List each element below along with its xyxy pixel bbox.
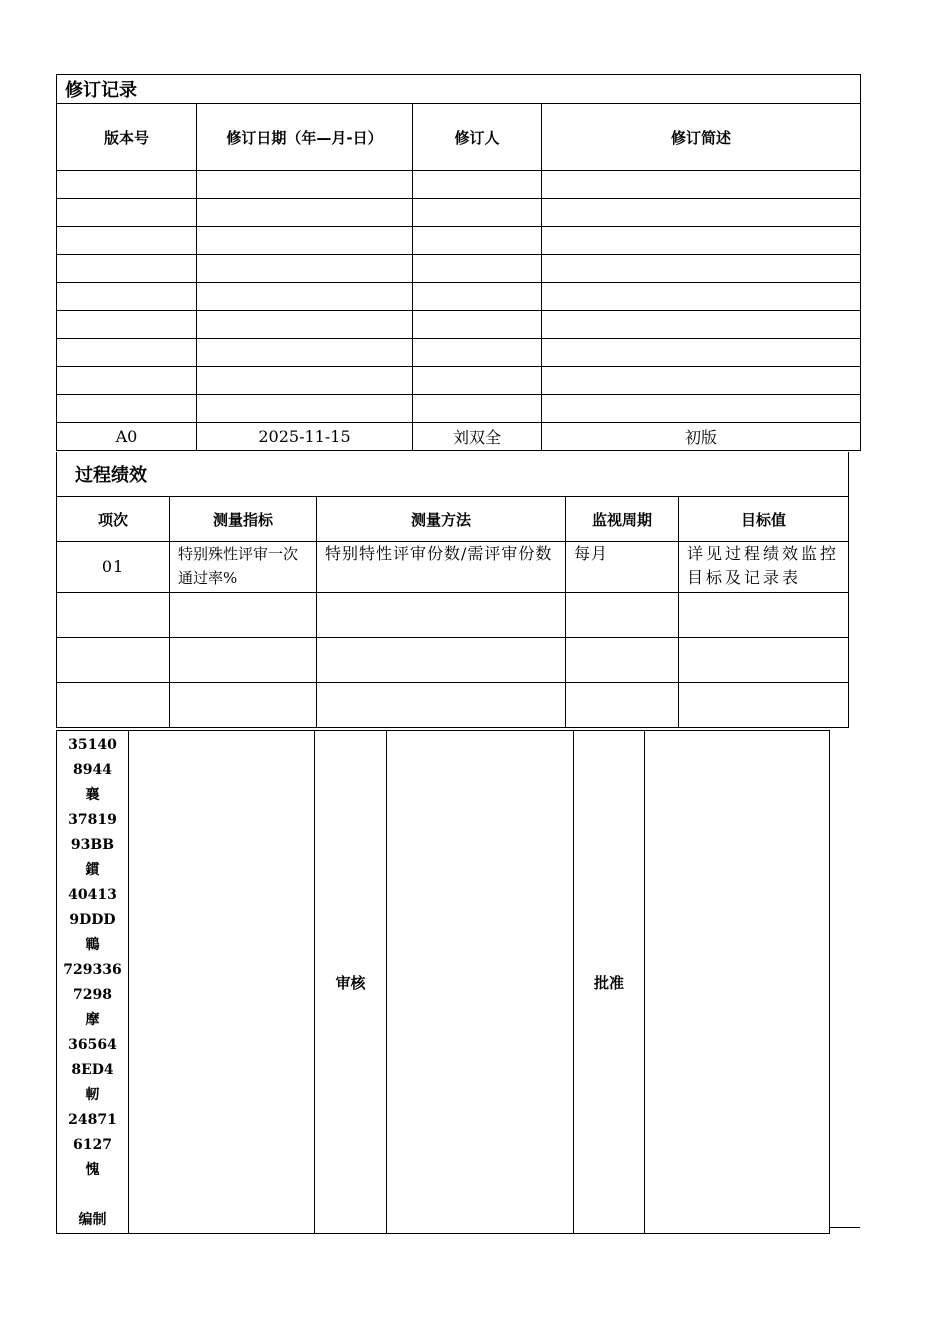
code-line: 37819 <box>68 812 117 828</box>
table-row <box>57 593 849 638</box>
review-signature <box>387 731 574 1234</box>
revision-record-title: 修订记录 <box>57 75 861 104</box>
table-row <box>57 542 849 593</box>
date-cell: 2025-11-15 <box>197 423 413 451</box>
code-line: 軔 <box>85 1087 100 1103</box>
divider <box>829 1227 860 1228</box>
code-line: 愧 <box>85 1162 100 1178</box>
col-header-method: 测量方法 <box>317 497 566 542</box>
code-line: 24871 <box>68 1112 117 1128</box>
target-cell: 详见过程绩效监控目标及记录表 <box>679 542 849 593</box>
table-row <box>57 395 861 423</box>
code-line: 36564 <box>68 1037 117 1053</box>
prepared-by-signature <box>129 731 315 1234</box>
approve-signature <box>645 731 830 1234</box>
method-cell: 特别特性评审份数/需评审份数 <box>317 542 566 593</box>
process-performance-table <box>56 452 849 728</box>
table-row <box>57 199 861 227</box>
code-line: 40413 <box>68 887 117 903</box>
col-header-date: 修订日期（年—月-日） <box>197 104 413 171</box>
code-line: 8944 <box>73 762 112 778</box>
col-header-period: 监视周期 <box>566 497 679 542</box>
table-row <box>57 171 861 199</box>
item-cell: 01 <box>57 542 170 593</box>
code-line: 襄 <box>85 787 100 803</box>
code-line: 鏆 <box>85 862 100 878</box>
table-row <box>57 283 861 311</box>
summary-cell: 初版 <box>542 423 861 451</box>
code-line: 8ED4 <box>71 1062 114 1078</box>
indicator-cell: 特别殊性评审一次通过率% <box>170 542 317 593</box>
approve-label: 批准 <box>574 731 645 1234</box>
prepared-by-label: 编制 <box>78 1212 107 1228</box>
code-line: 93BB <box>70 837 115 853</box>
col-header-version: 版本号 <box>57 104 197 171</box>
table-row <box>57 311 861 339</box>
col-header-summary: 修订简述 <box>542 104 861 171</box>
process-performance-title: 过程绩效 <box>57 452 849 497</box>
table-row <box>57 227 861 255</box>
col-header-target: 目标值 <box>679 497 849 542</box>
code-line: 9DDD <box>69 912 116 928</box>
code-line: 摩 <box>85 1012 100 1028</box>
signature-table <box>56 730 830 1234</box>
prepared-by-cell <box>57 731 129 1234</box>
table-row <box>57 255 861 283</box>
table-row <box>57 683 849 728</box>
code-line: 729336 <box>63 962 122 978</box>
reviser-cell: 刘双全 <box>413 423 542 451</box>
code-line: 6127 <box>73 1137 112 1153</box>
table-row <box>57 638 849 683</box>
table-row <box>57 339 861 367</box>
col-header-item: 项次 <box>57 497 170 542</box>
col-header-reviser: 修订人 <box>413 104 542 171</box>
code-line: 鶤 <box>85 937 100 953</box>
version-cell: A0 <box>57 423 197 451</box>
period-cell: 每月 <box>566 542 679 593</box>
code-line: 7298 <box>73 987 112 1003</box>
table-row <box>57 423 861 451</box>
review-label: 审核 <box>315 731 387 1234</box>
col-header-indicator: 测量指标 <box>170 497 317 542</box>
table-row <box>57 367 861 395</box>
code-line <box>57 1183 128 1208</box>
revision-record-table <box>56 74 861 451</box>
code-line: 35140 <box>68 737 117 753</box>
